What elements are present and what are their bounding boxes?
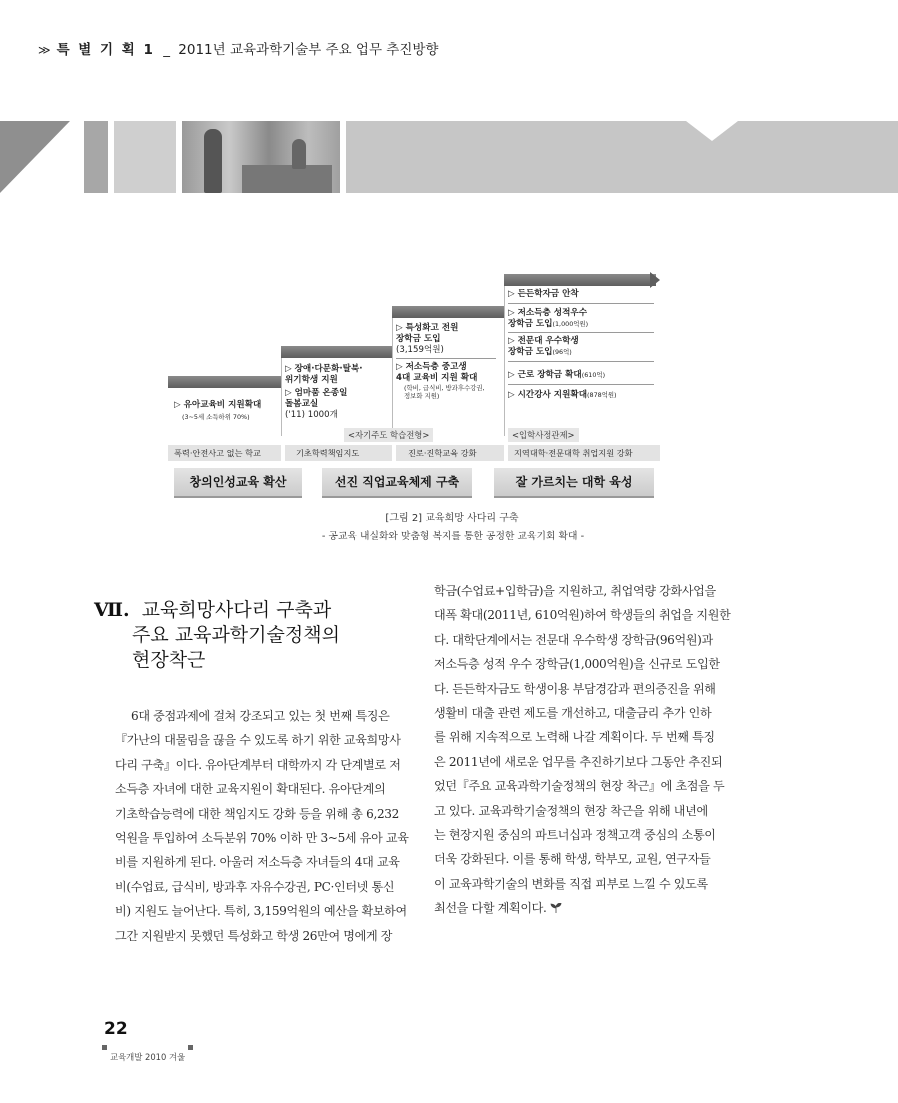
section-title-line: 교육희망사다리 구축과	[141, 599, 332, 621]
body-line: 비(수업료, 급식비, 방과후 자유수강권, PC·인터넷 통신	[115, 879, 395, 894]
step-divider	[281, 358, 282, 436]
body-line: 다리 구축』이다. 유아단계부터 대학까지 각 단계별로 저	[115, 757, 401, 772]
body-line: 는 현장지원 중심의 파트너십과 정책고객 중심의 소통이	[434, 828, 716, 843]
body-line: 고 있다. 교육과학기술정책의 현장 착근을 위해 내년에	[434, 803, 708, 818]
education-ladder-diagram	[168, 266, 668, 506]
body-line: 다. 든든학자금도 학생이용 부담경감과 편의증진을 위해	[434, 681, 716, 696]
body-line: 비를 지원하게 된다. 아울러 저소득층 자녀들의 4대 교육	[115, 855, 400, 870]
step-2-item: 위기학생 지원	[285, 375, 338, 385]
header-subtitle: 2011년 교육과학기술부 주요 업무 추진방향	[178, 42, 439, 58]
step-4-item: ▷ 근로 장학금 확대(610억)	[508, 370, 606, 380]
header-separator: _	[163, 42, 170, 58]
body-line: 학금(수업료+입학금)을 지원하고, 취업역량 강화사업을	[434, 584, 716, 598]
step-3-header	[392, 306, 504, 318]
policy-pill: 기초학력책임지도	[296, 448, 360, 458]
body-line: 다. 대학단계에서는 전문대 우수학생 장학금(96억원)과	[434, 632, 713, 647]
step-1-header	[168, 376, 281, 388]
step-3-item: ▷ 저소득층 중고생	[396, 362, 467, 372]
step-4-item: 장학금 도입(1,000억원)	[508, 319, 589, 329]
sprout-icon	[550, 903, 562, 913]
figure-subcaption: - 공교육 내실화와 맞춤형 복지를 통한 공정한 교육기회 확대 -	[321, 531, 585, 542]
step-4-item: ▷ 시간강사 지원확대(878억원)	[508, 390, 617, 400]
footer-square	[102, 1045, 107, 1050]
body-line: 더욱 강화된다. 이를 통해 학생, 학부모, 교원, 연구자들	[434, 852, 711, 867]
step-1-item-note: (3~5세 소득하위 70%)	[182, 413, 250, 421]
body-line: 었던『주요 교육과학기술정책의 현장 착근』에 초점을 두	[434, 779, 725, 794]
goal-banner: 창의인성교육 확산	[174, 468, 302, 498]
step-2-item: ▷ 엄마품 온종일	[285, 388, 348, 398]
body-column-left	[115, 704, 409, 948]
step-separator	[396, 358, 496, 359]
step-4-item: 장학금 도입(96억)	[508, 347, 572, 357]
chevron-icon: ≫	[38, 43, 51, 57]
legend-self-directed: <자기주도 학습전형>	[344, 428, 433, 442]
step-3-item: ▷ 특성화고 전원	[396, 323, 459, 333]
special-feature-label: 특 별 기 획 1	[56, 42, 155, 58]
body-column-right	[434, 579, 740, 921]
step-divider	[504, 286, 505, 436]
student-figure	[292, 139, 306, 169]
body-line: 대폭 확대(2011년, 610억원)하여 학생들의 취업을 지원한	[434, 608, 731, 623]
policy-pill: 진로·진학교육 강화	[408, 448, 477, 458]
teacher-figure	[204, 129, 222, 193]
ladder-arrow-icon	[650, 272, 660, 288]
desk-figure	[242, 165, 332, 193]
goal-banner: 잘 가르치는 대학 육성	[494, 468, 654, 498]
section-title-line: 현장착근	[132, 649, 206, 671]
footer-square	[188, 1045, 193, 1050]
policy-pill: 폭력·안전사고 없는 학교	[174, 448, 261, 458]
body-line-text: 최선을 다할 계획이다.	[434, 901, 547, 916]
banner-notch	[686, 121, 738, 141]
legend-admissions-officer: <입학사정관제>	[508, 428, 579, 442]
step-3-item: 4대 교육비 지원 확대	[396, 373, 478, 383]
running-header	[38, 38, 438, 58]
footer-text: 교육개발 2010 겨울	[110, 1052, 186, 1062]
body-line: 이 교육과학기술의 변화를 직접 피부로 느낄 수 있도록	[434, 876, 708, 891]
section-title-line: 주요 교육과학기술정책의	[132, 624, 340, 646]
step-separator	[508, 361, 654, 362]
step-4-header	[504, 274, 656, 286]
policy-pill: 지역대학·전문대학 취업지원 강화	[514, 448, 633, 458]
step-4-item: ▷ 든든학자금 안착	[508, 289, 579, 299]
body-line: 6대 중점과제에 걸쳐 강조되고 있는 첫 번째 특징은	[131, 709, 390, 723]
decorative-banner	[0, 121, 898, 193]
classroom-photo	[182, 121, 340, 193]
step-2-header	[281, 346, 392, 358]
body-line: 억원을 투입하여 소득분위 70% 이하 만 3~5세 유아 교육	[115, 831, 409, 846]
body-line: 『가난의 대물림을 끊을 수 있도록 하기 위한 교육희망사	[115, 733, 401, 748]
section-title	[94, 598, 340, 673]
banner-triangle	[0, 121, 70, 193]
step-3-item: (3,159억원)	[396, 345, 444, 355]
page-number: 22	[104, 1019, 128, 1039]
step-1-item: ▷ 유아교육비 지원확대	[174, 400, 262, 410]
body-line: 그간 지원받지 못했던 특성화고 학생 26만여 명에게 장	[115, 928, 393, 943]
banner-bar	[84, 121, 108, 193]
body-line: 소득층 자녀에 대한 교육지원이 확대된다. 유아단계의	[115, 782, 386, 797]
step-separator	[508, 384, 654, 385]
body-line: 기초학습능력에 대한 책임지도 강화 등을 위해 총 6,232	[115, 806, 399, 821]
figure-caption: [그림 2] 교육희망 사다리 구축	[385, 513, 519, 524]
goal-banner: 선진 직업교육체제 구축	[322, 468, 472, 498]
step-2-item: ▷ 장애·다문화·탈북·	[285, 364, 363, 374]
body-line-last	[434, 896, 740, 920]
step-separator	[508, 332, 654, 333]
body-line: 비) 지원도 늘어난다. 특히, 3,159억원의 예산을 확보하여	[115, 904, 407, 919]
body-line: 를 위해 지속적으로 노력해 나갈 계획이다. 두 번째 특징	[434, 730, 715, 745]
section-number: Ⅶ.	[94, 599, 130, 621]
banner-strip	[346, 121, 898, 193]
step-2-item: 돌봄교실	[285, 399, 319, 409]
step-3-item-note: (학비, 급식비, 방과후수강권,	[404, 384, 485, 392]
step-3-item: 장학금 도입	[396, 334, 441, 344]
step-separator	[508, 303, 654, 304]
body-line: 은 2011년에 새로운 업무를 추진하기보다 그동안 추진되	[434, 754, 723, 769]
step-divider	[392, 318, 393, 436]
body-line: 생활비 대출 관련 제도를 개선하고, 대출금리 추가 인하	[434, 706, 712, 721]
step-4-item: ▷ 전문대 우수학생	[508, 336, 579, 346]
body-line: 저소득층 성적 우수 장학금(1,000억원)을 신규로 도입한	[434, 657, 720, 672]
step-3-item-note: 정보화 지원)	[404, 392, 440, 400]
step-2-item: ('11) 1000개	[285, 410, 338, 420]
banner-bar	[114, 121, 176, 193]
step-4-item: ▷ 저소득층 성적우수	[508, 308, 588, 318]
